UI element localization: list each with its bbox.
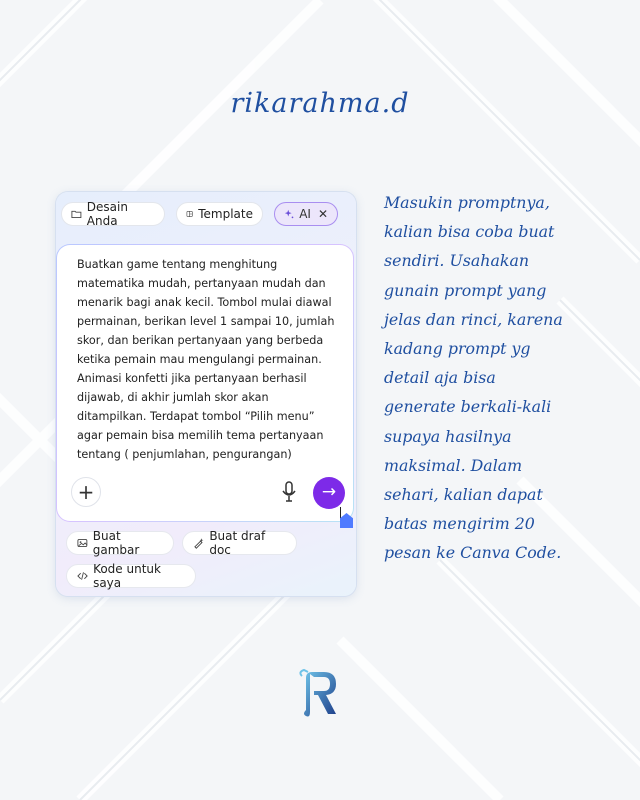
suggestion-buat-gambar[interactable] [66, 531, 174, 555]
tab-label: Template [198, 207, 253, 221]
canva-ai-panel [56, 192, 356, 596]
cursor-handle-icon[interactable] [340, 513, 353, 528]
tab-template[interactable] [176, 202, 263, 226]
tab-ai[interactable] [274, 202, 338, 226]
suggestion-label: Kode untuk saya [93, 562, 161, 590]
image-icon [77, 537, 88, 549]
suggestion-label: Buat draf doc [209, 529, 266, 557]
code-icon [77, 570, 88, 582]
folder-icon [71, 208, 82, 220]
prompt-text[interactable]: Buatkan game tentang menghitung matematika mudah, pertanyaan mudah dan menarik bagi anak kecil. Tombol mulai diawal permainan, berikan level 1 sampai 10, jumlah skor, dan berikan pertanyaan yang berbeda ketika pemain mau mengulangi permainan. Animasi konfetti jika pertanyaan berhasil dijawab, di akhir jumlah skor akan ditampilkan. Terdapat tombol “Pilih menu” agar pemain bisa memilih tema pertanyaan tentang ( penjumlahan, pengurangan) [77, 258, 335, 461]
tab-label: AI [299, 207, 311, 221]
microphone-icon[interactable] [281, 481, 297, 503]
caption-text: Masukin promptnya, kalian bisa coba buat sendiri. Usahakan gunain prompt yang jelas dan rinci, karena kadang prompt yg detail aja bisa generate berkali-kali supaya hasilnya maksimal. Dalam sehari, kalian dapat batas mengirim 20 pesan ke Canva Code. [384, 193, 563, 563]
tab-label: Desain Anda [86, 200, 128, 228]
template-icon [186, 208, 193, 220]
brand-title: rikarahma.d [230, 88, 410, 119]
prompt-input[interactable] [56, 244, 354, 522]
suggestion-kode-untuk-saya[interactable] [66, 564, 196, 588]
sparkle-icon [284, 208, 294, 220]
add-button[interactable]: + [71, 477, 101, 507]
send-button[interactable]: → [313, 477, 345, 509]
magic-pen-icon [193, 537, 204, 549]
suggestion-buat-draf-doc[interactable] [182, 531, 297, 555]
tab-desain-anda[interactable] [61, 202, 165, 226]
tab-bar [56, 202, 356, 228]
suggestion-label: Buat gambar [92, 529, 140, 557]
seahorse-logo-icon [296, 666, 344, 722]
close-icon[interactable]: ✕ [317, 207, 328, 221]
